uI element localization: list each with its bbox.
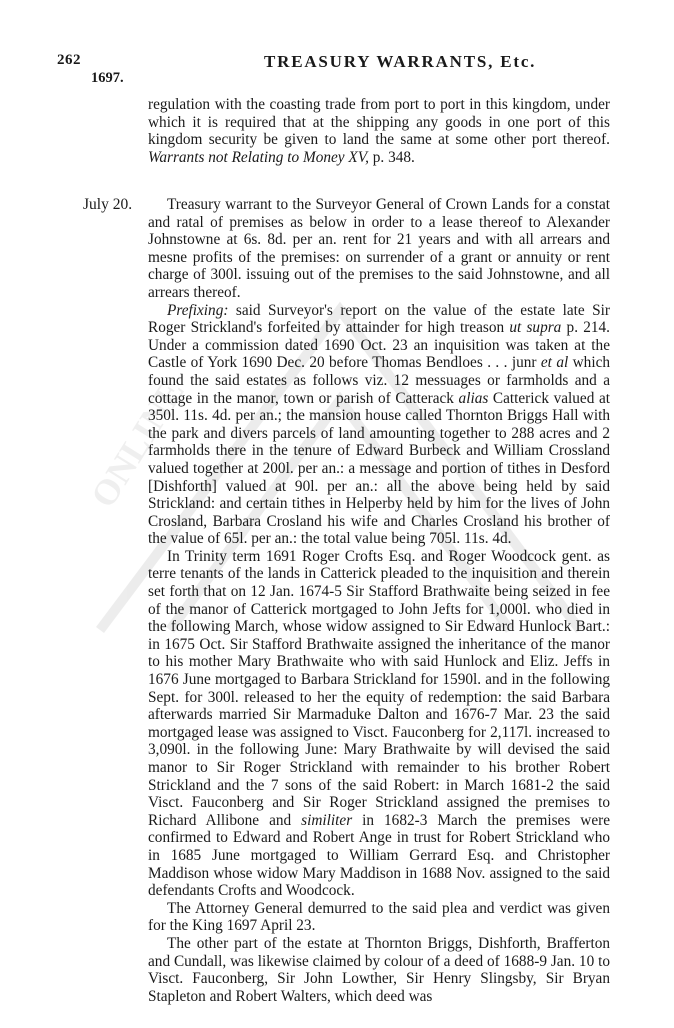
prefixing-alias: alias — [458, 389, 489, 407]
other-part-paragraph: The other part of the estate at Thornton Briggs, Dishforth, Brafferton and Cundall, was likewise claimed by colour of a deed of 1688-9 Jan. 10 to Visct. Fauconberg, Sir John Lowther, Sir Henry Slingsby, Sir Bryan Stapleton and Robert Walters, which deed was — [148, 934, 610, 1005]
prefixing-text-d: Catterick valued at 350l. 11s. 4d. per an.; the mansion house called Thornton Briggs Hall with the park and divers parcels of land amounting together to 288 acres and 2 farmholds there in the tenure of Edward Burbeck and William Crossland valued together at 200l. per an.: a message and portion of tithes in Desford [Dishforth] valued at 90l. per an.: all the above being held by said Strickland: and certain tithes in Helperby held by him for the lives of John Crosland, Barbara Crosland his wife and Charles Crosland his brother of the value of 65l. per an.: the total value being 705l. 11s. 4d. — [148, 389, 610, 548]
running-title: TREASURY WARRANTS, Etc. — [264, 52, 537, 71]
header-year: 1697. — [91, 70, 124, 86]
page-number: 262 — [57, 52, 81, 68]
continuation-italic-ref: Warrants not Relating to Money XV, — [148, 148, 369, 166]
trinity-similiter: similiter — [301, 811, 353, 829]
warrant-paragraph: Treasury warrant to the Surveyor General of Crown Lands for a constat and ratal of premises as below in order to a lease thereof to Alexander Johnstowne at 6s. 8d. per an. rent for 21 years and with all arrears and mesne profits of the premises: on surrender of a grant or annuity or rent charge of 300l. issuing out of the premises to the said Johnstowne, and all arrears thereof. — [148, 196, 610, 301]
entry-date: July 20. — [83, 196, 133, 213]
prefixing-text-b: p. 214. Under a commission dated 1690 Oct. 23 an inquisition was taken at the Castle of York 1690 Dec. 20 before Thomas Bendloes . . . junr — [148, 319, 610, 372]
attorney-paragraph: The Attorney General demurred to the said plea and verdict was given for the King 1697 April 23. — [148, 899, 610, 935]
trinity-paragraph — [148, 548, 610, 900]
prefixing-label: Prefixing: — [167, 301, 229, 319]
prefixing-text-c: which found the said estates as follows viz. 12 messuages or farmholds and a cottage in the manor, town or parish of Catterack — [148, 354, 611, 407]
trinity-text-a: In Trinity term 1691 Roger Crofts Esq. and Roger Woodcock gent. as terre tenants of the lands in Catterick pleaded to the inquisition and therein set forth that on 12 Jan. 1674-5 Sir Stafford Brathwaite being seized in fee of the manor of Catterick mortgaged to John Jefts for 1,000l. who died in the following March, whose widow assigned to Sir Edward Hunlock Bart.: in 1675 Oct. Sir Stafford Brathwaite assigned the inheritance of the manor to his mother Mary Brathwaite who with said Hunlock and Eliz. Jeffs in 1676 June mortgaged to Barbara Strickland for 1590l. and in the following Sept. for 300l. released to her the equity of redemption: the said Barbara afterwards married Sir Marmaduke Dalton and 1676-7 Mar. 23 the said mortgaged lease was assigned to Visct. Fauconberg for 2,117l. increased to 3,090l. in the following June: Mary Brathwaite by will devised the said manor to Sir Roger Strickland with remainder to his brother Robert Strickland and the 7 sons of the said Robert: in March 1681-2 the said Visct. Fauconberg and Sir Roger Strickland assigned the premises to Richard Allibone and — [148, 547, 610, 829]
entry-body — [148, 196, 610, 1005]
prefixing-text-a: said Surveyor's report on the value of the estate late Sir Roger Strickland's forfeited by attainder for high treason — [148, 301, 610, 337]
continuation-paragraph — [148, 96, 610, 166]
prefixing-paragraph — [148, 302, 610, 548]
trinity-text-b: in 1682-3 March the premises were confirmed to Edward and Robert Ange in trust for Robert Strickland who in 1685 June mortgaged to William Gerrard Esq. and Christopher Maddison whose widow Mary Maddison in 1688 Nov. assigned to the said defendants Crofts and Woodcock. — [148, 811, 611, 900]
continuation-page-ref: p. 348. — [368, 148, 415, 166]
prefixing-ut-supra: ut supra — [509, 319, 562, 337]
prefixing-et-al: et al — [540, 354, 569, 372]
continuation-text: regulation with the coasting trade from port to port in this kingdom, under which it is required that at the shipping any goods in one port of this kingdom security be given to land the same at some other port thereof. — [148, 96, 610, 149]
watermark-text: ONLINE — [82, 372, 193, 515]
